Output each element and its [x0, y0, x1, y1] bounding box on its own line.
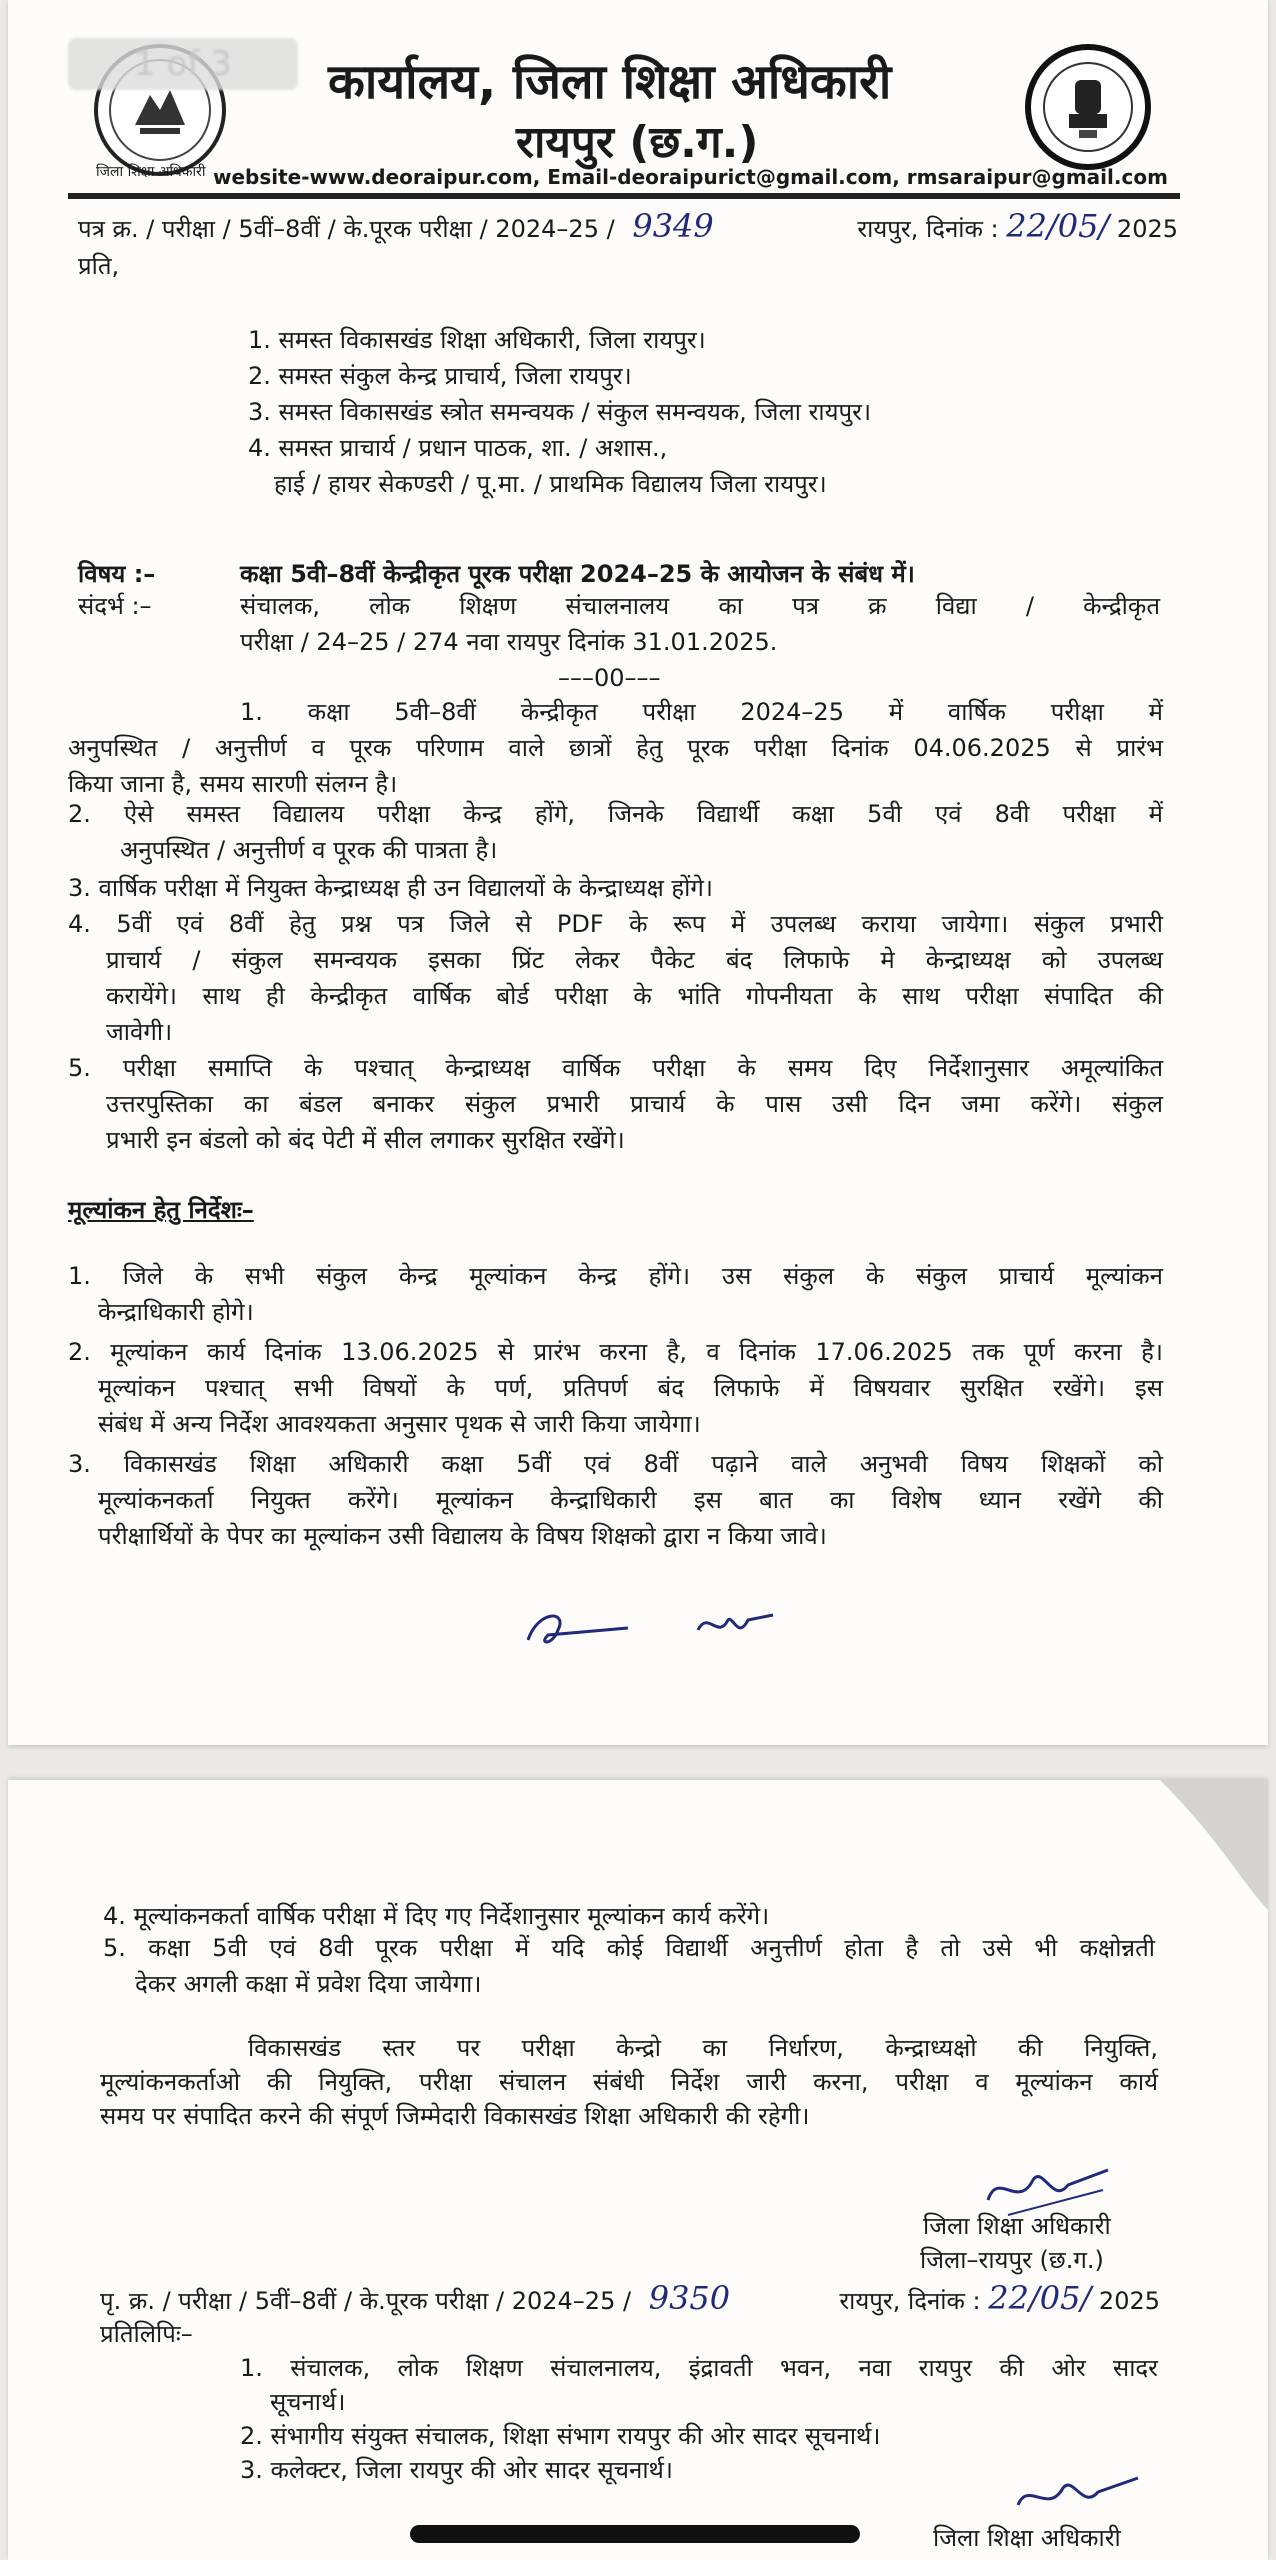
reference-line: परीक्षा / 24–25 / 274 नवा रायपुर दिनांक 31.01.2025.	[240, 628, 778, 656]
reference-line: संचालक, लोक शिक्षण संचालनालय का पत्र क्र विद्या / केन्द्रीकृत	[240, 592, 1160, 620]
letter-ref-number: 9349	[632, 207, 714, 245]
page-indicator: 1 of 3	[68, 38, 298, 90]
page2-point-line: 4. मूल्यांकनकर्ता वार्षिक परीक्षा में दिए गए निर्देशानुसार मूल्यांकन कार्य करेंगे।	[103, 1902, 770, 1930]
copy-item: 1. संचालक, लोक शिक्षण संचालनालय, इंद्रावती भवन, नवा रायपुर की ओर सादर	[240, 2354, 1158, 2382]
point-line: 3. वार्षिक परीक्षा में नियुक्त केन्द्राध्यक्ष ही उन विद्यालयों के केन्द्राध्यक्ष होंगे।	[68, 874, 713, 902]
endorsement-ref-number: 9350	[648, 2279, 731, 2317]
page2-point-line: 5. कक्षा 5वी एवं 8वी पूरक परीक्षा में यदि कोई विद्यार्थी अनुत्तीर्ण होता है तो उसे भी कक्षोन्नती	[103, 1934, 1155, 1962]
endorsement-date-year: 2025	[1098, 2287, 1160, 2315]
signature-title-2: जिला शिक्षा अधिकारी	[933, 2524, 1121, 2552]
point-line: 2. ऐसे समस्त विद्यालय परीक्षा केन्द्र होंगे, जिनके विद्यार्थी कक्षा 5वी एवं 8वी परीक्षा में	[68, 800, 1163, 828]
copy-item: सूचनार्थ।	[270, 2388, 346, 2416]
letter-date-prefix: रायपुर, दिनांक :	[857, 215, 999, 243]
recipient-item: 2. समस्त संकुल केन्द्र प्राचार्य, जिला रायपुर।	[248, 362, 632, 390]
reference-label: संदर्भ :–	[78, 592, 152, 620]
page-fold-decoration	[1160, 1780, 1268, 1910]
signature-title: जिला शिक्षा अधिकारी	[923, 2212, 1111, 2240]
document-page-2	[8, 1780, 1268, 2560]
letter-date-year: 2025	[1116, 215, 1178, 243]
point-line: अनुपस्थित / अनुत्तीर्ण व पूरक की पात्रता है।	[120, 836, 498, 864]
copy-label: प्रतिलिपिः–	[100, 2320, 193, 2348]
recipient-item: 3. समस्त विकासखंड स्त्रोत समन्वयक / संकुल समन्वयक, जिला रायपुर।	[248, 398, 872, 426]
point-line: प्रभारी इन बंडलो को बंद पेटी में सील लगाकर सुरक्षित रखेंगे।	[106, 1126, 625, 1154]
point-line: अनुपस्थित / अनुत्तीर्ण व पूरक परिणाम वाले छात्रों हेतु पूरक परीक्षा दिनांक 04.06.2025 से प्रारंभ	[68, 734, 1163, 762]
subject-text: कक्षा 5वी–8वीं केन्द्रीकृत पूरक परीक्षा 2024–25 के आयोजन के संबंध में।	[240, 560, 915, 588]
separator: –––00–––	[558, 664, 661, 692]
point-line: किया जाना है, समय सारणी संलग्न है।	[68, 770, 398, 798]
header-divider	[68, 193, 1180, 199]
recipient-item: 4. समस्त प्राचार्य / प्रधान पाठक, शा. / अशास.,	[248, 434, 668, 462]
evaluation-line: 2. मूल्यांकन कार्य दिनांक 13.06.2025 से प्रारंभ करना है, व दिनांक 17.06.2025 तक पूर्ण करना है।	[68, 1338, 1163, 1366]
evaluation-line: संबंध में अन्य निर्देश आवश्यकता अनुसार पृथक से जारी किया जायेगा।	[98, 1410, 701, 1438]
point-line: 1. कक्षा 5वी–8वीं केन्द्रीकृत परीक्षा 2024–25 में वार्षिक परीक्षा में	[240, 698, 1163, 726]
letter-date-handwritten: 22/05/	[1006, 207, 1110, 245]
recipients-label: प्रति,	[78, 252, 120, 280]
evaluation-line: केन्द्राधिकारी होगे।	[98, 1298, 254, 1326]
logo-caption: जिला शिक्षा अधिकारी	[96, 164, 206, 180]
endorsement-date-prefix: रायपुर, दिनांक :	[839, 2287, 981, 2315]
point-line: 4. 5वीं एवं 8वीं हेतु प्रश्न पत्र जिले से PDF के रूप में उपलब्ध कराया जायेगा। संकुल प्रभारी	[68, 910, 1163, 938]
letter-ref-prefix: पत्र क्र. / परीक्षा / 5वीं–8वीं / के.पूरक परीक्षा / 2024–25 /	[78, 215, 615, 243]
point-line: उत्तरपुस्तिका का बंडल बनाकर संकुल प्रभारी प्राचार्य के पास उसी दिन जमा करेंगे। संकुल	[106, 1090, 1163, 1118]
copy-item: 2. संभागीय संयुक्त संचालक, शिक्षा संभाग रायपुर की ओर सादर सूचनार्थ।	[240, 2422, 881, 2450]
closing-line: मूल्यांकनकर्ताओ की नियुक्ति, परीक्षा संचालन संबंधी निर्देश जारी करना, परीक्षा व मूल्यांकन कार्य	[100, 2068, 1158, 2096]
letter-reference-line	[78, 208, 1178, 247]
office-city: रायपुर (छ.ग.)	[516, 117, 759, 168]
state-emblem-icon	[1023, 42, 1153, 172]
signature-icon	[1008, 2470, 1148, 2520]
office-title: कार्यालय, जिला शिक्षा अधिकारी	[328, 54, 892, 110]
point-line: करायेंगे। साथ ही केन्द्रीकृत वार्षिक बोर्ड परीक्षा के भांति गोपनीयता के साथ परीक्षा संपादित की	[106, 982, 1163, 1010]
evaluation-line: मूल्यांकन पश्चात् सभी विषयों के पर्ण, प्रतिपर्ण बंद लिफाफे में विषयवार सुरक्षित रखेंगे। इस	[98, 1374, 1163, 1402]
point-line: प्राचार्य / संकुल समन्वयक इसका प्रिंट लेकर पैकेट बंद लिफाफे मे केन्द्राध्यक्ष को उपलब्ध	[106, 946, 1163, 974]
evaluation-line: 1. जिले के सभी संकुल केन्द्र मूल्यांकन केन्द्र होंगे। उस संकुल के संकुल प्राचार्य मूल्यांकन	[68, 1262, 1163, 1290]
endorsement-ref-prefix: पृ. क्र. / परीक्षा / 5वीं–8वीं / के.पूरक परीक्षा / 2024–25 /	[100, 2287, 632, 2315]
recipient-item: हाई / हायर सेकण्डरी / पू.मा. / प्राथमिक विद्यालय जिला रायपुर।	[274, 470, 827, 498]
signature-place: जिला–रायपुर (छ.ग.)	[920, 2246, 1104, 2274]
recipient-item: 1. समस्त विकासखंड शिक्षा अधिकारी, जिला रायपुर।	[248, 326, 706, 354]
home-indicator[interactable]	[410, 2525, 860, 2543]
endorsement-reference-line	[100, 2280, 1160, 2319]
evaluation-line: परीक्षार्थियों के पेपर का मूल्यांकन उसी विद्यालय के विषय शिक्षको द्वारा न किया जावे।	[98, 1522, 827, 1550]
evaluation-heading: मूल्यांकन हेतु निर्देशः–	[68, 1196, 254, 1224]
closing-line: विकासखंड स्तर पर परीक्षा केन्द्रो का निर्धारण, केन्द्राध्यक्षो की नियुक्ति,	[248, 2034, 1158, 2062]
subject-label: विषय :–	[78, 560, 156, 588]
evaluation-line: 3. विकासखंड शिक्षा अधिकारी कक्षा 5वीं एवं 8वीं पढ़ाने वाले अनुभवी विषय शिक्षकों को	[68, 1450, 1163, 1478]
point-line: जावेगी।	[106, 1018, 173, 1046]
closing-line: समय पर संपादित करने की संपूर्ण जिम्मेदारी विकासखंड शिक्षा अधिकारी की रहेगी।	[100, 2102, 810, 2130]
contact-line[interactable]: website-www.deoraipur.com, Email-deoraipurict@gmail.com, rmsaraipur@gmail.com	[213, 165, 1168, 189]
handwritten-initials-icon	[518, 1600, 788, 1660]
page2-point-line: देकर अगली कक्षा में प्रवेश दिया जायेगा।	[135, 1970, 482, 1998]
endorsement-date-handwritten: 22/05/	[988, 2279, 1092, 2317]
point-line: 5. परीक्षा समाप्ति के पश्चात् केन्द्राध्यक्ष वार्षिक परीक्षा के समय दिए निर्देशानुसार अमूल्यांकित	[68, 1054, 1163, 1082]
document-page-1	[8, 0, 1268, 1745]
evaluation-line: मूल्यांकनकर्ता नियुक्त करेंगे। मूल्यांकन केन्द्राधिकारी इस बात का विशेष ध्यान रखेंगे की	[98, 1486, 1163, 1514]
copy-item: 3. कलेक्टर, जिला रायपुर की ओर सादर सूचनार्थ।	[240, 2456, 673, 2484]
